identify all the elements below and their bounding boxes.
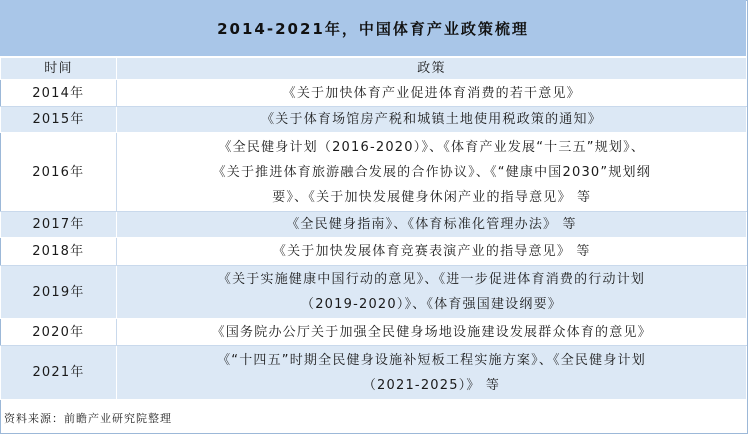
row-policy: [117, 319, 747, 346]
table-row: [1, 266, 747, 319]
table-row: [1, 80, 747, 107]
row-policy: [117, 212, 747, 238]
row-policy: [117, 80, 747, 107]
policy-line: 《全民健身指南》、《体育标准化管理办法》 等: [286, 217, 577, 232]
row-year: 2018年: [1, 238, 117, 266]
row-policy: [117, 133, 747, 212]
table-row: [1, 107, 747, 133]
table-row: [1, 319, 747, 346]
source-note: 资料来源：前瞻产业研究院整理: [4, 412, 172, 425]
policy-line: 《关于加快发展体育竞赛表演产业的指导意见》 等: [272, 244, 591, 259]
policy-line: （2021-2025）》 等: [362, 377, 501, 393]
row-year: 2021年: [1, 346, 117, 400]
row-policy: [117, 107, 747, 133]
row-year: 2016年: [1, 133, 117, 212]
policy-line: 《关于实施健康中国行动的意见》、《进一步促进体育消费的行动计划: [217, 272, 646, 287]
row-year: 2019年: [1, 266, 117, 319]
policy-table: [0, 57, 747, 400]
table-row: [1, 133, 747, 212]
row-year: 2014年: [1, 80, 117, 107]
policy-line: 《关于体育场馆房产税和城镇土地使用税政策的通知》: [261, 112, 602, 127]
policy-line: 《国务院办公厅关于加强全民健身场地设施建设发展群众体育的意见》: [211, 324, 652, 340]
policy-line: 《全民健身计划（2016-2020）》、《体育产业发展“十三五”规划》、: [218, 139, 646, 155]
row-year: 2017年: [1, 212, 117, 238]
row-year: 2015年: [1, 107, 117, 133]
policy-line: 《关于加快体育产业促进体育消费的若干意见》: [282, 85, 581, 101]
row-policy: [117, 238, 747, 266]
policy-line: 《“十四五”时期全民健身设施补短板工程实施方案》、《全民健身计划: [217, 352, 646, 368]
row-policy: [117, 346, 747, 400]
table-row: [1, 212, 747, 238]
policy-line: 《关于推进体育旅游融合发展的合作协议》、《“健康中国2030”规划纲: [212, 164, 651, 180]
row-year: 2020年: [1, 319, 117, 346]
table-row: [1, 346, 747, 400]
table-title: 2014-2021年，中国体育产业政策梳理: [0, 0, 746, 57]
header-policy: 政策: [117, 58, 747, 80]
policy-line: 要》、《关于加快发展健身休闲产业的指导意见》 等: [272, 189, 592, 205]
policy-line: （2019-2020）》、《体育强国建设纲要》: [301, 297, 562, 312]
table-row: [1, 238, 747, 266]
table-header-row: [1, 58, 747, 80]
row-policy: [117, 266, 747, 319]
header-year: 时间: [1, 58, 117, 80]
